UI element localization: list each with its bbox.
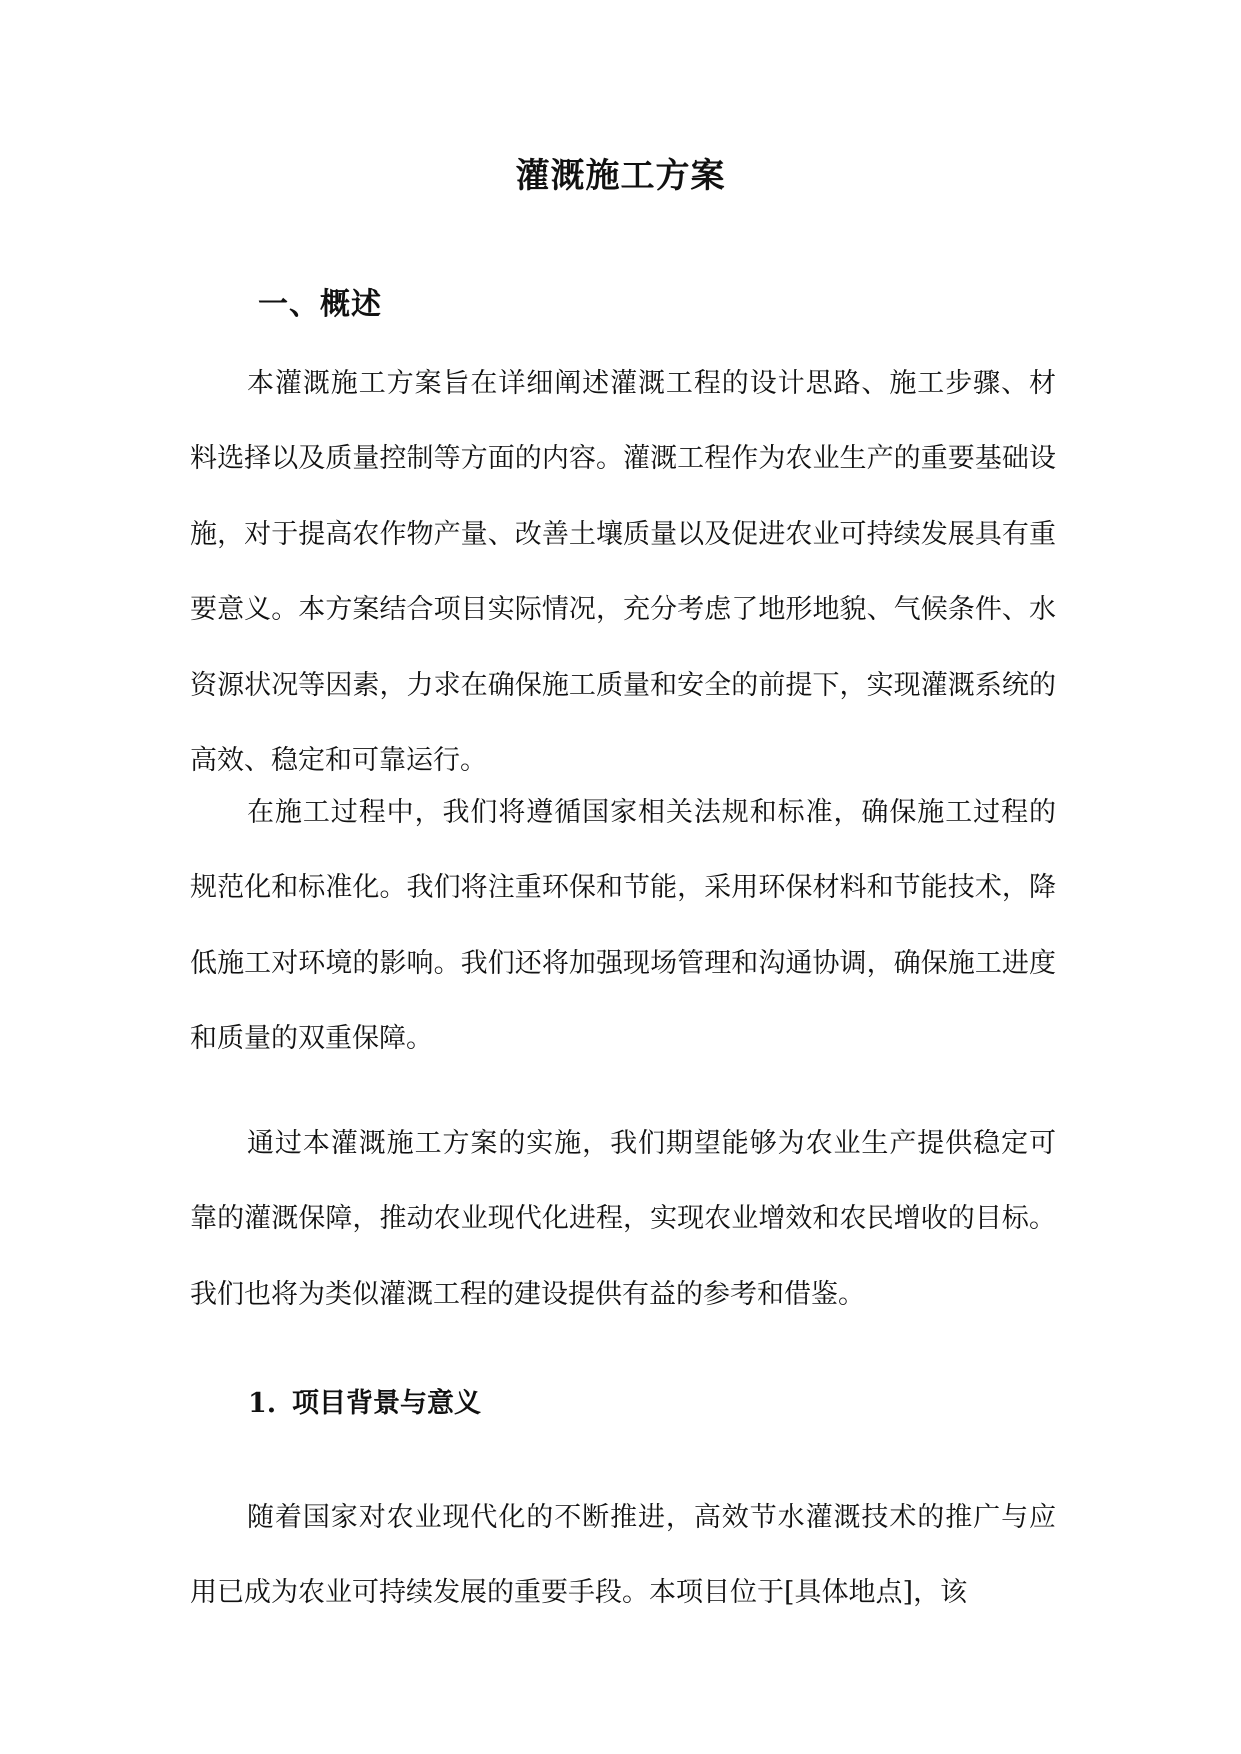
subsection-title: 项目背景与意义 [292, 1388, 481, 1419]
subsection-heading [248, 1382, 481, 1426]
subsection-number: 1. [248, 1388, 277, 1419]
subsection-paragraph: 随着国家对农业现代化的不断推进，高效节水灌溉技术的推广与应用已成为农业可持续发展的重要手段。本项目位于[具体地点]，该 [190, 1502, 1056, 1609]
section-heading: 一、概述 [258, 287, 382, 322]
document-title: 灌溉施工方案 [515, 156, 726, 196]
paragraph-1: 本灌溉施工方案旨在详细阐述灌溉工程的设计思路、施工步骤、材料选择以及质量控制等方面的内容。灌溉工程作为农业生产的重要基础设施，对于提高农作物产量、改善土壤质量以及促进农业可持续发展具有重要意义。本方案结合项目实际情况，充分考虑了地形地貌、气候条件、水资源状况等因素，力求在确保施工质量和安全的前提下，实现灌溉系统的高效、稳定和可靠运行。 [190, 368, 1056, 777]
paragraph-2: 在施工过程中，我们将遵循国家相关法规和标准，确保施工过程的规范化和标准化。我们将注重环保和节能，采用环保材料和节能技术，降低施工对环境的影响。我们还将加强现场管理和沟通协调，确保施工进度和质量的双重保障。 [190, 797, 1056, 1055]
paragraph-3: 通过本灌溉施工方案的实施，我们期望能够为农业生产提供稳定可靠的灌溉保障，推动农业现代化进程，实现农业增效和农民增收的目标。我们也将为类似灌溉工程的建设提供有益的参考和借鉴。 [190, 1128, 1056, 1310]
